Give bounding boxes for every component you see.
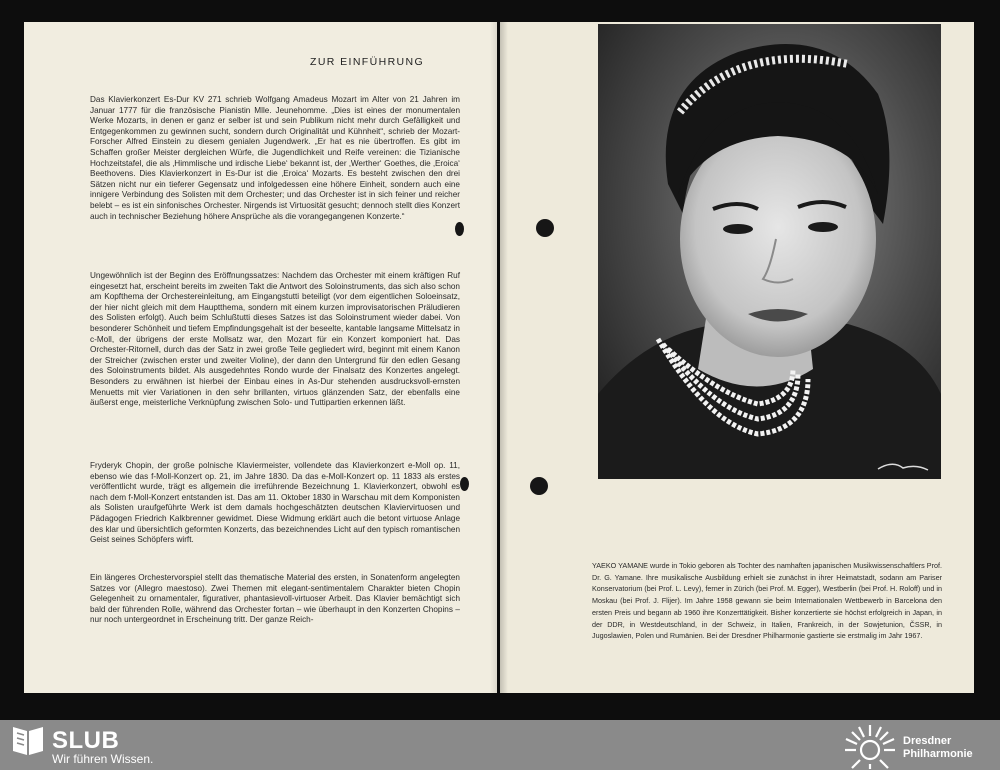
philharmonie-line-2: Philharmonie [903, 748, 973, 760]
slub-tagline: Wir führen Wissen. [52, 752, 154, 766]
punch-hole [455, 222, 464, 236]
slub-logo-icon [11, 723, 45, 757]
portrait-photo-icon [598, 24, 941, 479]
paragraph-chopin-intro: Fryderyk Chopin, der große polnische Klaviermeister, vollendete das Klavierkonzert e-Moll op. 11, ebenso wie das f-Moll-Konzert op. 21, im Jahre 1830. Da das e-Moll-Konzert op. 11 1833 als erstes veröffentlicht wurde, trägt es allgemein die irreführende Bezeichnung 1. Klavierkonzert, obwohl es nach dem f-Moll-Konzert entstanden ist. Das am 11. Oktober 1830 in Warschau mit dem Komponisten als Solisten uraufgeführte Werk ist dem damals hochgeschätzten deutschen Klaviervirtuosen und Pädagogen Friedrich Kalkbrenner gewidmet. Diese Widmung erklärt auch die betont virtuose Anlage des klar und übersichtlich geformten Konzerts, das bezeichnendes Licht auf den typisch romantischen Geist seines Schöpfers wirft. [90, 461, 460, 545]
philharmonie-logo-icon [843, 723, 897, 769]
philharmonie-wordmark [903, 735, 998, 761]
section-heading: ZUR EINFÜHRUNG [310, 56, 425, 68]
performer-biography: YAEKO YAMANE wurde in Tokio geboren als Tochter des namhaften japanischen Musikwissenschaftlers Prof. Dr. G. Yamane. Ihre musikalische Ausbildung erhielt sie zunächst in ihrer Heimatstadt, sodann am Pariser Konservatorium (bei Prof. L. Levy), ferner in Zürich (bei Prof. M. Egger), Westberlin (bei Prof. H. Roloff) und in Moskau (bei Prof. J. Flijer). Im Jahre 1958 gewann sie beim Internationalen Wettbewerb in Barcelona den ersten Preis und begann ab 1960 ihre Konzerttätigkeit. Bisher konzertierte sie höchst erfolgreich in Japan, in der DDR, in Westdeutschland, in der Schweiz, in Italien, Frankreich, in der Sowjetunion, ČSSR, in Jugoslawien, Polen und Rumänien. Bei der Dresdner Philharmonie gastierte sie erstmalig im Jahr 1967. [592, 561, 942, 641]
paragraph-chopin-first-movement: Ein längeres Orchestervorspiel stellt das thematische Material des ersten, in Sonatenform angelegten Satzes vor (Allegro maestoso). Zwei Themen mit elegant-sentimentalem Charakter bieten Chopin Gelegenheit zu ornamentaler, figurativer, phantasievoll-virtuoser Arbeit. Das Klavier bemächtigt sich bald der führenden Rolle, während das Orchester fortan – wie überhaupt in den Konzerten Chopins – nur noch untergeordnet in Erscheinung tritt. Der ganze Reich- [90, 573, 460, 625]
punch-hole [536, 219, 554, 237]
paragraph-mozart-intro: Das Klavierkonzert Es-Dur KV 271 schrieb Wolfgang Amadeus Mozart im Alter von 21 Jahren im Januar 1777 für die französische Pianistin Mlle. Jeunehomme. „Dies ist eines der monumentalen Werke Mozarts, in denen er ganz er selber ist und sein Publikum nicht mehr durch Gefälligkeit und Entgegenkommen zu gewinnen sucht, sondern durch Originalität und Kühnheit“, schrieb der Mozart-Forscher Alfred Einstein zu diesem genialen Jugendwerk. „Er hat es nie übertroffen. Es gibt im Schaffen großer Meister dergleichen Würfe, die Jugendlichkeit und Reife vereinen: die Tizianische Hochzeitstafel, die als ‚Himmlische und irdische Liebe‘ bekannt ist, der ‚Werther‘ Goethes, die ‚Eroica‘ Beethovens. Dies Klavierkonzert in Es-Dur ist die ‚Eroica‘ Mozarts. Es besteht zwischen den drei Sätzen nicht nur ein tieferer Gegensatz und infolgedessen eine höhere Einheit, sondern auch eine innigere Verbindung des Solisten mit dem Orchester; und das Orchester ist in sich feiner und reicher belebt – es ist ein sinfonisches Orchester. Nirgends ist Virtuosität gesucht; dennoch stellt dies Konzert auch in technischer Beziehung höhere Ansprüche als die vorangegangenen Konzerte.“ [90, 95, 460, 221]
slub-wordmark: SLUB [52, 727, 120, 754]
punch-hole [530, 477, 548, 495]
paragraph-mozart-movements: Ungewöhnlich ist der Beginn des Eröffnungssatzes: Nachdem das Orchester mit einem kräftigen Ruf eingesetzt hat, erscheint bereits im zweiten Takt die Antwort des Soloinstruments, das sich also schon am Kopfthema der Orchestereinleitung, am Eingangstutti beteiligt (vor dem eigentlichen Soloeinsatz, der hier nicht gleich mit dem Hauptthema, sondern mit einem kurzen improvisatorischen Präludieren des Solisten erfolgt). Auch beim Schlußtutti dieses Satzes ist das Soloinstrument wieder dabei. Von besonderer Schönheit und tiefem Empfindungsgehalt ist der beseelte, kantable langsame Mittelsatz in c-Moll, der übrigens der erste Mollsatz war, den Mozart für ein Konzert komponiert hat. Das Orchester-Ritornell, durch das der Satz in zwei große Teile gegliedert wird, beginnt mit einem Kanon der Streicher (zwischen erster und zweiter Violine), der dann den Untergrund für den edlen Gesang des Soloinstruments bildet. Als ausgedehntes Rondo wurde der Finalsatz des Konzertes angelegt. Besonders zu erwähnen ist hierbei der Einbau eines in As-Dur stehenden ausdrucksvoll-ernsten Menuetts mit vier Variationen in den sehr brillanten, virtuos glänzenden Satz, der ebenfalls eine äußerst enge, meisterliche Verknüpfung zwischen Solo- und Tuttipartien erkennen läßt. [90, 271, 460, 408]
portrait-photo [598, 24, 941, 479]
punch-hole [460, 477, 469, 491]
philharmonie-line-1: Dresdner [903, 735, 952, 747]
gutter-shadow [490, 22, 508, 693]
